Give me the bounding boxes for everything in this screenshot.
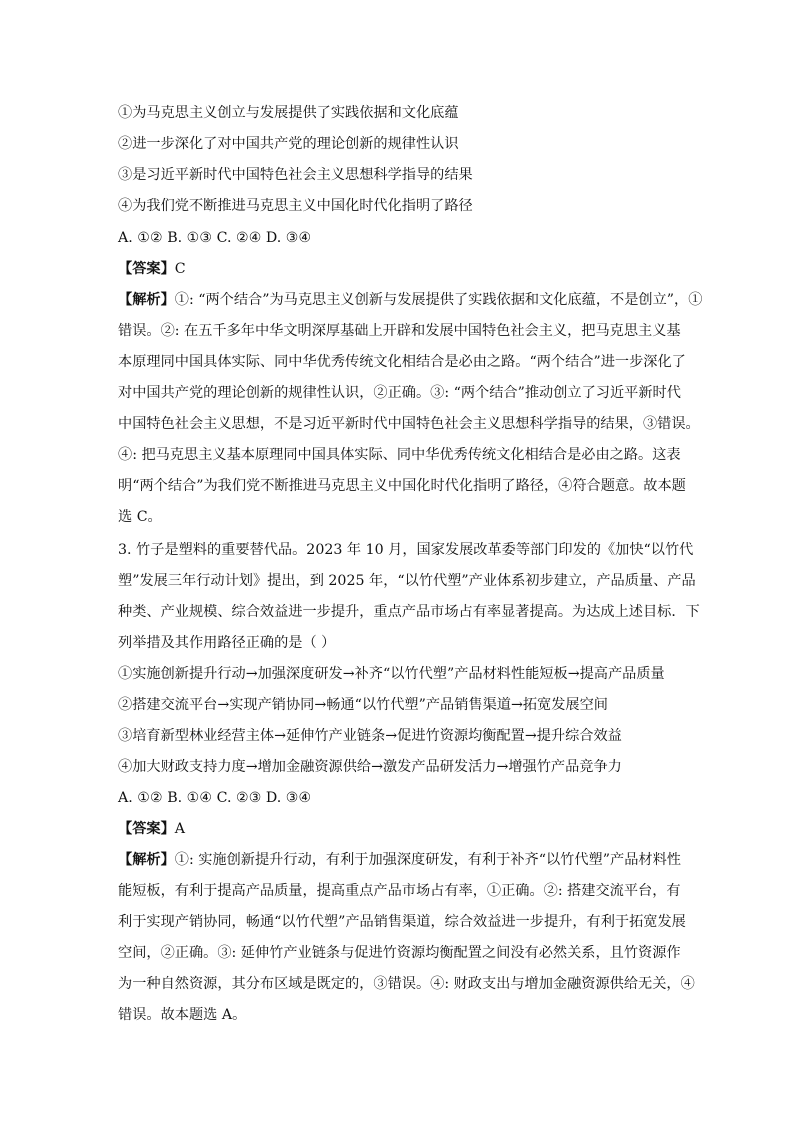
q2-analysis-line: 对中国共产党的理论创新的规律性认识，②正确。③: “两个结合”推动创立了习近平新时代: [118, 385, 681, 401]
analysis-text: ①: 实施创新提升行动，有利于加强深度研发，有利于补齐“以竹代塑”产品材料性: [174, 852, 681, 868]
q3-stem-line: 列举措及其作用路径正确的是（ ）: [118, 635, 336, 651]
q2-choices: A. ①② B. ①③ C. ②④ D. ③④: [118, 230, 312, 246]
answer-tag: 【答案】: [118, 821, 175, 837]
q2-analysis-line: 选 C。: [118, 509, 162, 525]
q2-analysis-line: ④: 把马克思主义基本原理同中国具体实际、同中华优秀传统文化相结合是必由之路。这表: [118, 447, 681, 463]
q3-option-1: ①实施创新提升行动→加强深度研发→补齐“以竹代塑”产品材料性能短板→提高产品质量: [118, 666, 665, 682]
q2-option-4: ④为我们党不断推进马克思主义中国化时代化指明了路径: [118, 198, 473, 214]
q3-choices: A. ①② B. ①④ C. ②③ D. ③④: [118, 790, 312, 806]
q3-analysis-line: 利于实现产销协同，畅通“以竹代塑”产品销售渠道，综合效益进一步提升，有利于拓宽发展: [118, 914, 686, 930]
answer-value: A: [174, 821, 186, 837]
q3-analysis-line: 错误。故本题选 A。: [118, 1007, 247, 1023]
q2-option-2: ②进一步深化了对中国共产党的理论创新的规律性认识: [118, 136, 459, 152]
q2-option-3: ③是习近平新时代中国特色社会主义思想科学指导的结果: [118, 167, 473, 183]
q3-option-4: ④加大财政支持力度→增加金融资源供给→激发产品研发活力→增强竹产品竞争力: [118, 759, 622, 775]
q2-analysis-line: [118, 290, 703, 310]
analysis-tag: 【解析】: [118, 852, 175, 868]
q3-option-3: ③培育新型林业经营主体→延伸竹产业链条→促进竹资源均衡配置→提升综合效益: [118, 728, 622, 744]
q2-option-1: ①为马克思主义创立与发展提供了实践依据和文化底蕴: [118, 105, 459, 121]
q2-analysis-line: 明“两个结合”为我们党不断推进马克思主义中国化时代化指明了路径，④符合题意。故本题: [118, 478, 686, 494]
answer-value: C: [174, 261, 186, 277]
q2-analysis-line: 本原理同中国具体实际、同中华优秀传统文化相结合是必由之路。“两个结合”进一步深化了: [118, 354, 686, 370]
q3-analysis-line: 能短板，有利于提高产品质量，提高重点产品市场占有率，①正确。②: 搭建交流平台，有: [118, 883, 681, 899]
q3-analysis-line: 为一种自然资源，其分布区域是既定的，③错误。④: 财政支出与增加金融资源供给无关，④: [118, 976, 695, 992]
q2-analysis-line: 错误。②: 在五千多年中华文明深厚基础上开辟和发展中国特色社会主义，把马克思主义基: [118, 323, 681, 339]
q3-analysis-line: 空间，②正确。③: 延伸竹产业链条与促进竹资源均衡配置之间没有必然关系，且竹资源作: [118, 945, 681, 961]
q3-stem-line: 塑”发展三年行动计划》提出，到 2025 年，“以竹代塑”产业体系初步建立，产品质量、产品: [118, 573, 696, 589]
q3-option-2: ②搭建交流平台→实现产销协同→畅通“以竹代塑”产品销售渠道→拓宽发展空间: [118, 697, 608, 713]
analysis-text: ①: “两个结合”为马克思主义创新与发展提供了实践依据和文化底蕴，不是创立”，①: [174, 292, 703, 308]
answer-tag: 【答案】: [118, 261, 175, 277]
q3-answer: [118, 819, 684, 839]
q3-stem-line: 种类、产业规模、综合效益进一步提升，重点产品市场占有率显著提高。为达成上述目标．下: [118, 604, 700, 620]
q3-stem-line: 3. 竹子是塑料的重要替代品。2023 年 10 月，国家发展改革委等部门印发的《加快“以竹代: [118, 542, 694, 558]
analysis-tag: 【解析】: [118, 292, 175, 308]
q2-answer: [118, 259, 684, 279]
q3-analysis-line: [118, 850, 684, 870]
q2-analysis-line: 中国特色社会主义思想，不是习近平新时代中国特色社会主义思想科学指导的结果，③错误。: [118, 416, 700, 432]
